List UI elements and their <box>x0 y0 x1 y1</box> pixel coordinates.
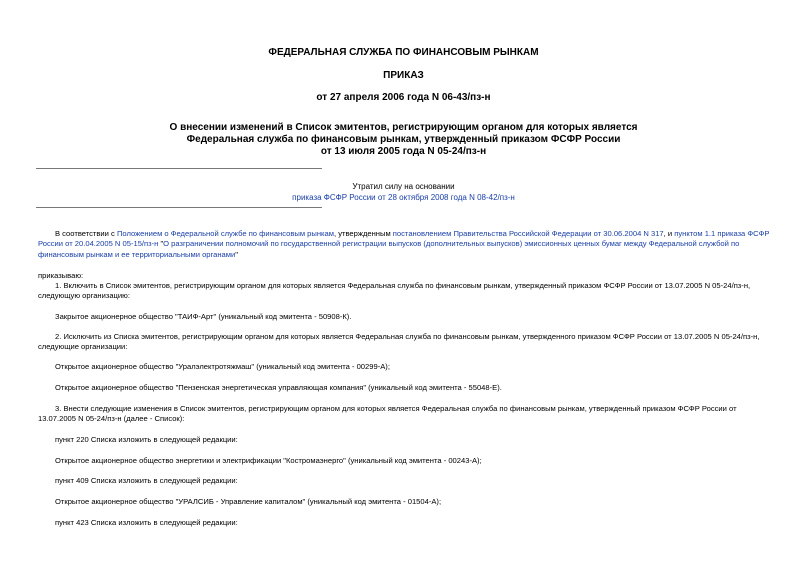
p3-item-409: пункт 409 Списка изложить в следующей редакции: <box>55 476 238 485</box>
preamble <box>38 229 772 260</box>
p3-item-423: пункт 423 Списка изложить в следующей редакции: <box>55 518 238 527</box>
p3-item-220: пункт 220 Списка изложить в следующей редакции: <box>55 435 238 444</box>
paragraph-1: 1. Включить в Список эмитентов, регистрирующим органом для которых является Федеральная служба по финансовым рынкам, утвержденный приказом ФСФР России от 13.07.2005 N 05-24/пз-н, следующую организацию: <box>38 281 751 301</box>
status-note <box>0 192 807 203</box>
order-word: приказываю: <box>38 271 84 280</box>
paragraph-2: 2. Исключить из Списка эмитентов, регистрирующим органом для которых является Федеральная служба по финансовым рынкам, утвержденного приказом ФСФР России от 13.07.2005 N 05-24/пз-н, следующие организации: <box>38 332 760 352</box>
date-line: от 27 апреля 2006 года N 06-43/пз-н <box>316 92 491 103</box>
preamble-text: , утвержденным <box>333 229 393 238</box>
p2-organization-2: Открытое акционерное общество "Пензенская энергетическая управляющая компания" (уникальный код эмитента - 55048-Е). <box>55 383 502 392</box>
preamble-text: " <box>158 239 164 249</box>
agency-heading: ФЕДЕРАЛЬНАЯ СЛУЖБА ПО ФИНАНСОВЫМ РЫНКАМ <box>268 47 539 58</box>
divider-top <box>36 168 322 169</box>
preamble-text: , и <box>663 229 675 238</box>
government-decree-link[interactable]: постановлением Правительства Российской Федерации от 30.06.2004 N 317 <box>392 229 664 238</box>
doc-title <box>0 122 807 158</box>
preamble-text: " <box>235 249 238 259</box>
divider-bottom <box>36 207 322 208</box>
repeal-order-link[interactable]: приказа ФСФР России от 28 октября 2008 года N 08-42/пз-н <box>292 193 515 202</box>
preamble-text: В соответствии с <box>55 229 117 238</box>
p1-organization: Закрытое акционерное общество "ТАИФ-Арт" (уникальный код эмитента - 50908-К). <box>55 312 352 321</box>
fsfr-order-link[interactable]: пунктом 1.1 приказа ФСФР России от 20.04.2005 N 05-15/пз-н <box>38 229 770 249</box>
title-line-1: О внесении изменений в Список эмитентов, регистрирующим органом для которых является <box>169 122 638 133</box>
p3-organization-409: Открытое акционерное общество "УРАЛСИБ - Управление капиталом" (уникальный код эмитента - 01504-А); <box>55 497 442 506</box>
regulation-link[interactable]: Положением о Федеральной службе по финансовым рынкам <box>116 229 334 238</box>
doc-type-heading: ПРИКАЗ <box>383 70 424 81</box>
title-line-3: от 13 июля 2005 года N 05-24/пз-н <box>320 146 487 157</box>
paragraph-3: 3. Внести следующие изменения в Список эмитентов, регистрирующим органом для которых является Федеральная служба по финансовым рынкам, утвержденный приказом ФСФР России от 13.07.2005 N 05-24/пз-н (далее - Список): <box>38 404 737 424</box>
p3-organization-220: Открытое акционерное общество энергетики и электрификации "Костромаэнерго" (уникальный код эмитента - 00243-А); <box>55 456 482 465</box>
status-label: Утратил силу на основании <box>352 182 455 191</box>
title-line-2: Федеральная служба по финансовым рынкам, утвержденный приказом ФСФР России <box>186 134 621 145</box>
powers-division-link[interactable]: О разграничении полномочий по государственной регистрации выпусков (дополнительных выпусков) эмиссионных ценных бумаг между Федеральной службой по финансовым рынкам и ее территориальными органами <box>38 239 740 259</box>
p2-organization-1: Открытое акционерное общество "Уралэлектротяжмаш" (уникальный код эмитента - 00299-А); <box>55 362 390 371</box>
